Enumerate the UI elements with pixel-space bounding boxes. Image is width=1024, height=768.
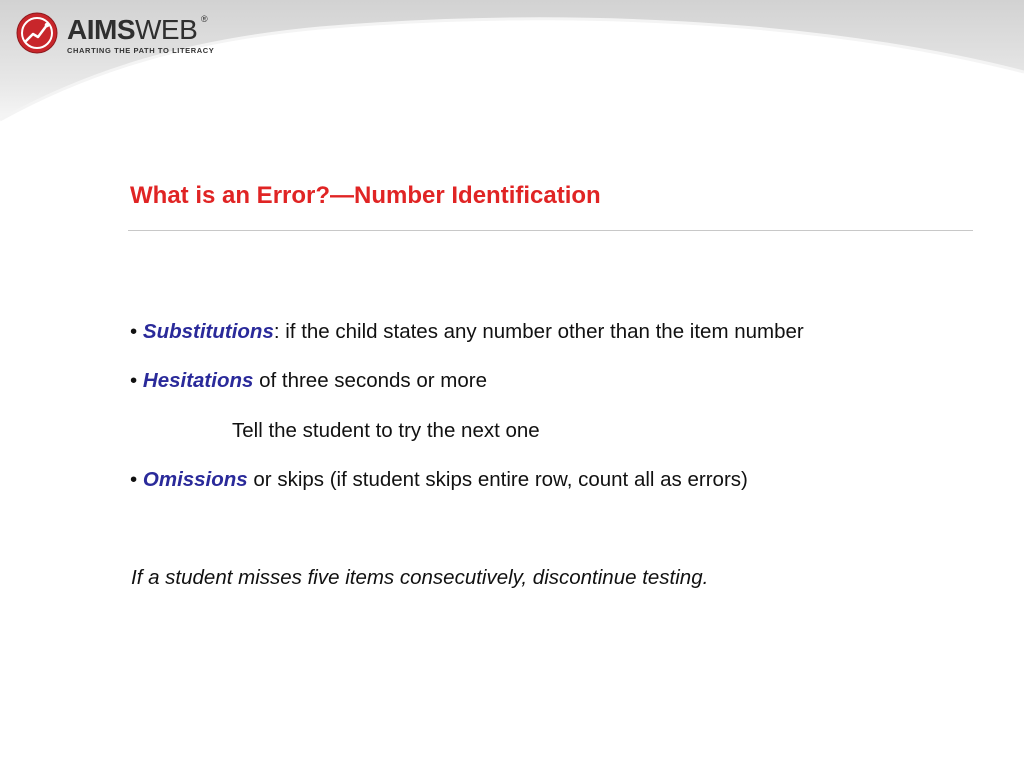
hesitations-instruction: Tell the student to try the next one [232, 419, 540, 442]
logo-emblem-icon [16, 12, 58, 54]
bullet-substitutions [130, 320, 804, 344]
bullet-text: or skips (if student skips entire row, count all as errors) [247, 468, 748, 491]
bullet-text: of three seconds or more [253, 369, 487, 392]
registered-mark: ® [201, 14, 208, 24]
term-hesitations: Hesitations [142, 369, 254, 392]
slide-title: What is an Error?—Number Identification [130, 182, 601, 209]
logo-wordmark-regular: WEB [135, 14, 198, 45]
term-omissions: Omissions [142, 468, 248, 491]
logo-wordmark-bold: AIMS [67, 14, 135, 45]
bullet-text: : if the child states any number other than the item number [273, 320, 804, 343]
bullet-marker: • [130, 468, 138, 491]
bullet-hesitations [130, 369, 487, 393]
logo-tagline: CHARTING THE PATH TO LITERACY [67, 46, 215, 55]
discontinue-note: If a student misses five items consecutively, discontinue testing. [131, 566, 709, 589]
term-substitutions: Substitutions [142, 320, 274, 343]
logo-wordmark [67, 16, 197, 44]
title-divider [128, 230, 973, 231]
bullet-omissions [130, 468, 748, 492]
bullet-marker: • [130, 369, 138, 392]
aimsweb-logo [16, 12, 216, 62]
bullet-marker: • [130, 320, 138, 343]
